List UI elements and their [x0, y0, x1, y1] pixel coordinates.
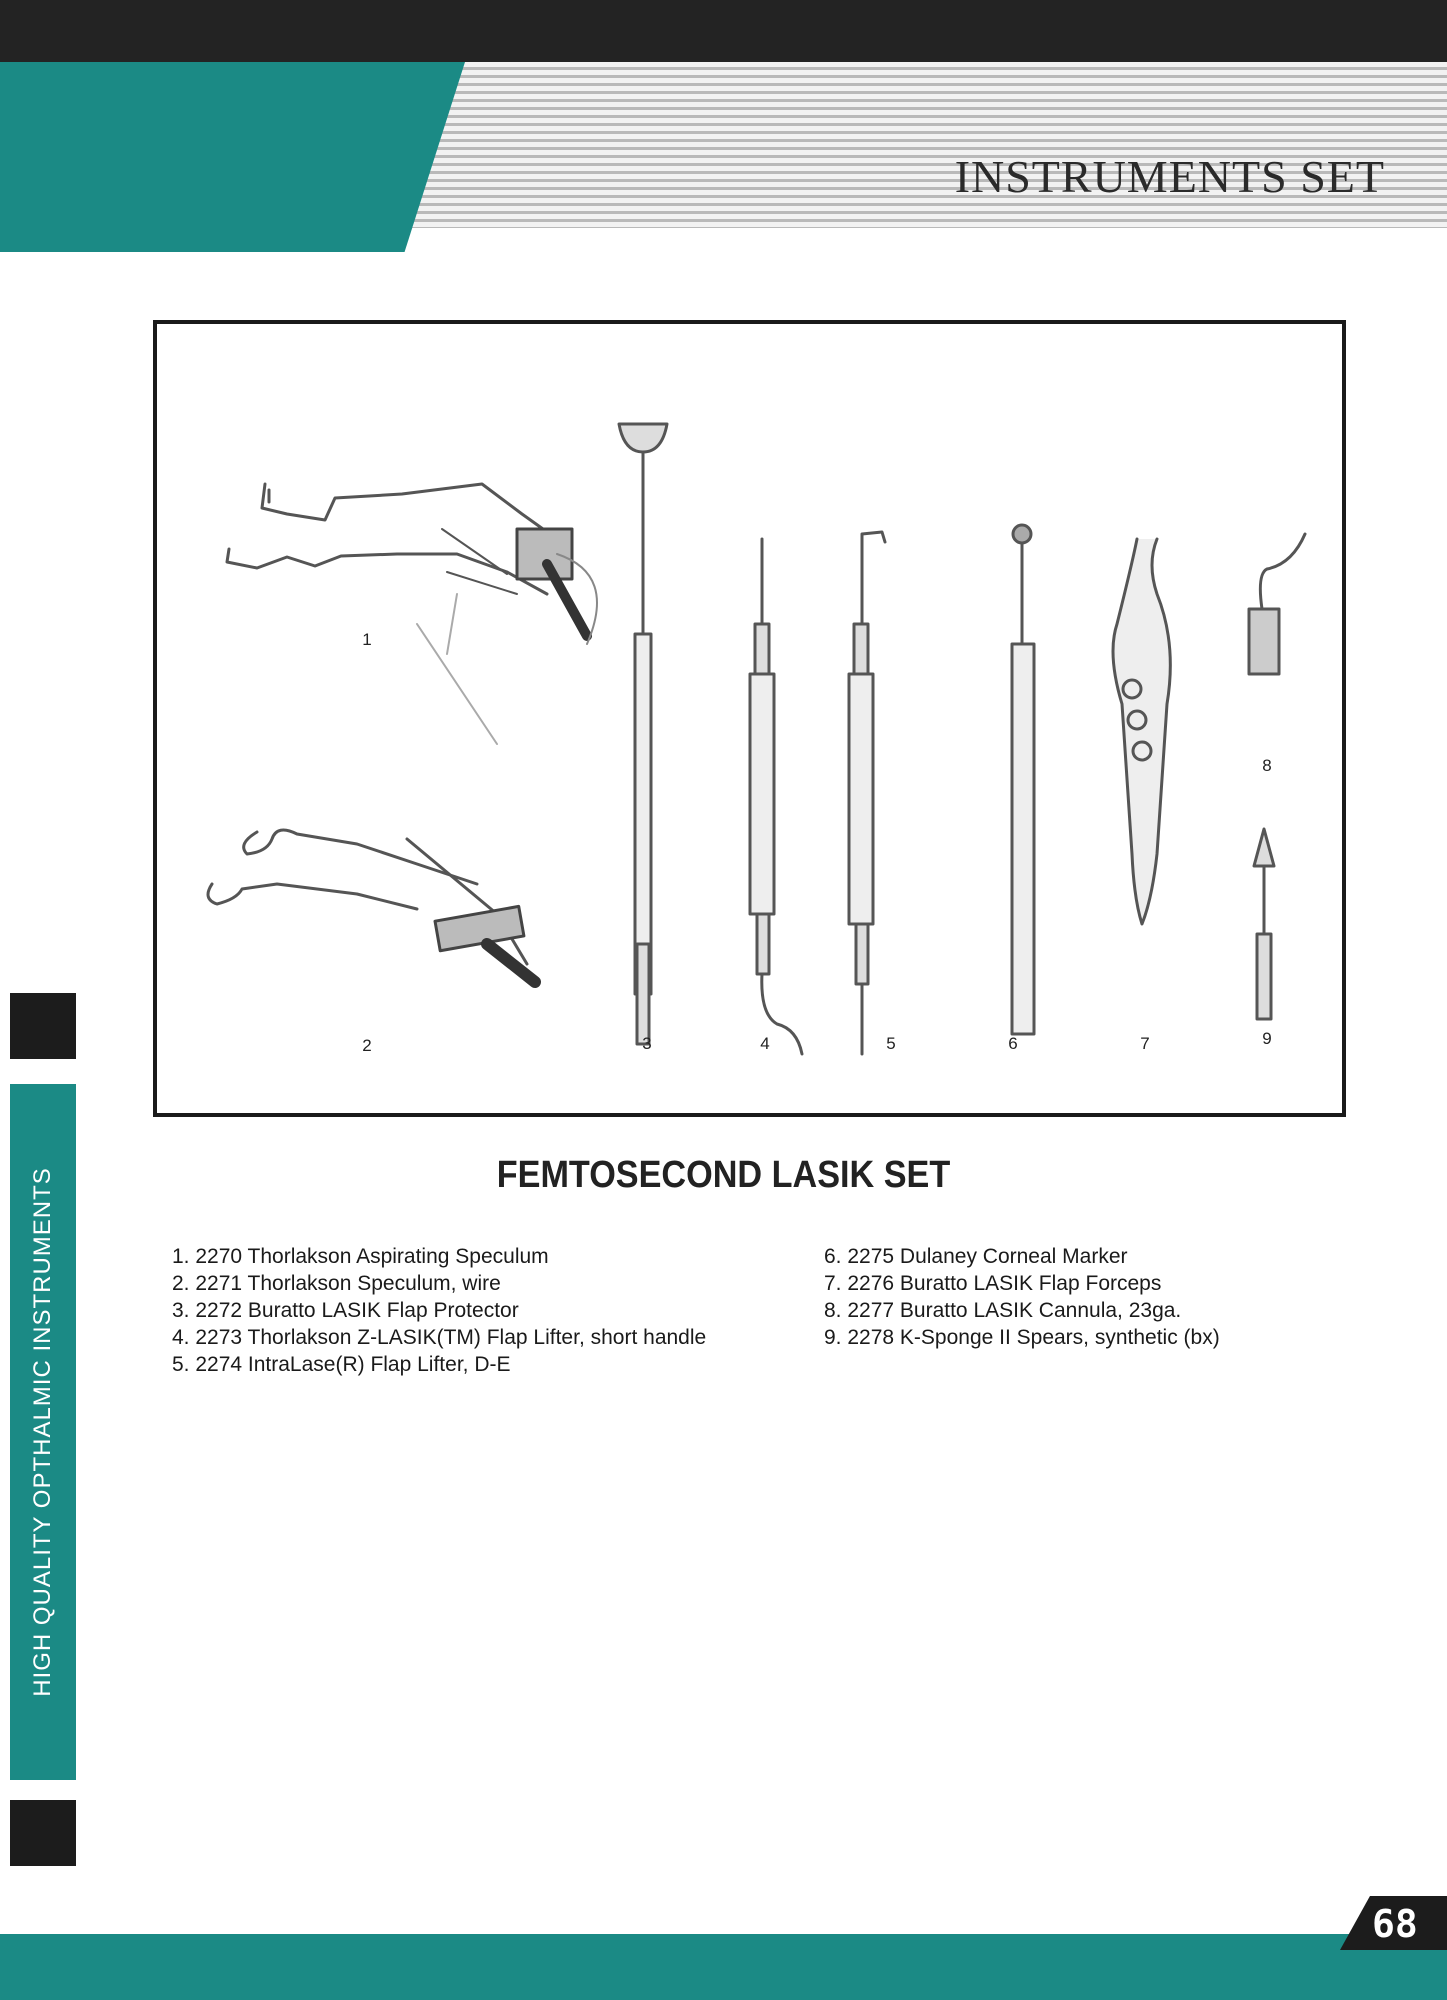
sidebar-square-bottom: [10, 1800, 76, 1866]
page-title: INSTRUMENTS SET: [954, 151, 1385, 202]
list-item: 8. 2277 Buratto LASIK Cannula, 23ga.: [824, 1299, 1182, 1322]
figure-label-2: 2: [362, 1036, 372, 1055]
figure-label-1: 1: [362, 630, 372, 649]
corneal-marker-image: [1012, 525, 1034, 1034]
sidebar-text: HIGH QUALITY OPTHALMIC INSTRUMENTS: [29, 1167, 56, 1697]
list-item: 9. 2278 K-Sponge II Spears, synthetic (bx): [824, 1326, 1220, 1349]
set-title: FEMTOSECOND LASIK SET: [496, 1154, 951, 1196]
figure-label-8: 8: [1262, 756, 1272, 775]
intralase-lifter-image: [849, 532, 885, 1054]
list-item: 3. 2272 Buratto LASIK Flap Protector: [172, 1299, 519, 1322]
cannula-image: [1249, 534, 1305, 674]
flap-forceps-image: [1113, 539, 1170, 924]
footer-band: [0, 1934, 1447, 2000]
figure-label-6: 6: [1008, 1034, 1018, 1053]
aspirating-speculum-image: [227, 484, 597, 744]
z-lifter-image: [750, 539, 802, 1054]
figure-label-7: 7: [1140, 1034, 1150, 1053]
figure-label-4: 4: [760, 1034, 770, 1053]
list-item: 5. 2274 IntraLase(R) Flap Lifter, D-E: [172, 1353, 511, 1376]
header-accent: [0, 62, 465, 252]
top-bar: [0, 0, 1447, 62]
figure-label-5: 5: [886, 1034, 896, 1053]
list-item: 6. 2275 Dulaney Corneal Marker: [824, 1245, 1128, 1268]
list-item: 7. 2276 Buratto LASIK Flap Forceps: [824, 1272, 1162, 1295]
instruments-figure: [153, 320, 1346, 1117]
instruments-illustration: [157, 324, 1342, 1113]
instrument-list-right: [824, 1243, 1220, 1351]
list-item: 4. 2273 Thorlakson Z-LASIK(TM) Flap Lifter, short handle: [172, 1326, 707, 1349]
figure-label-9: 9: [1262, 1029, 1272, 1048]
sidebar-square-top: [10, 993, 76, 1059]
figure-label-3: 3: [642, 1034, 652, 1053]
page-number: 68: [1372, 1902, 1418, 1946]
flap-protector-image: [619, 424, 667, 1044]
instrument-list-left: [172, 1243, 706, 1378]
list-item: 2. 2271 Thorlakson Speculum, wire: [172, 1272, 501, 1295]
list-item: 1. 2270 Thorlakson Aspirating Speculum: [172, 1245, 549, 1268]
sponge-spear-image: [1254, 829, 1274, 1019]
wire-speculum-image: [208, 830, 535, 982]
